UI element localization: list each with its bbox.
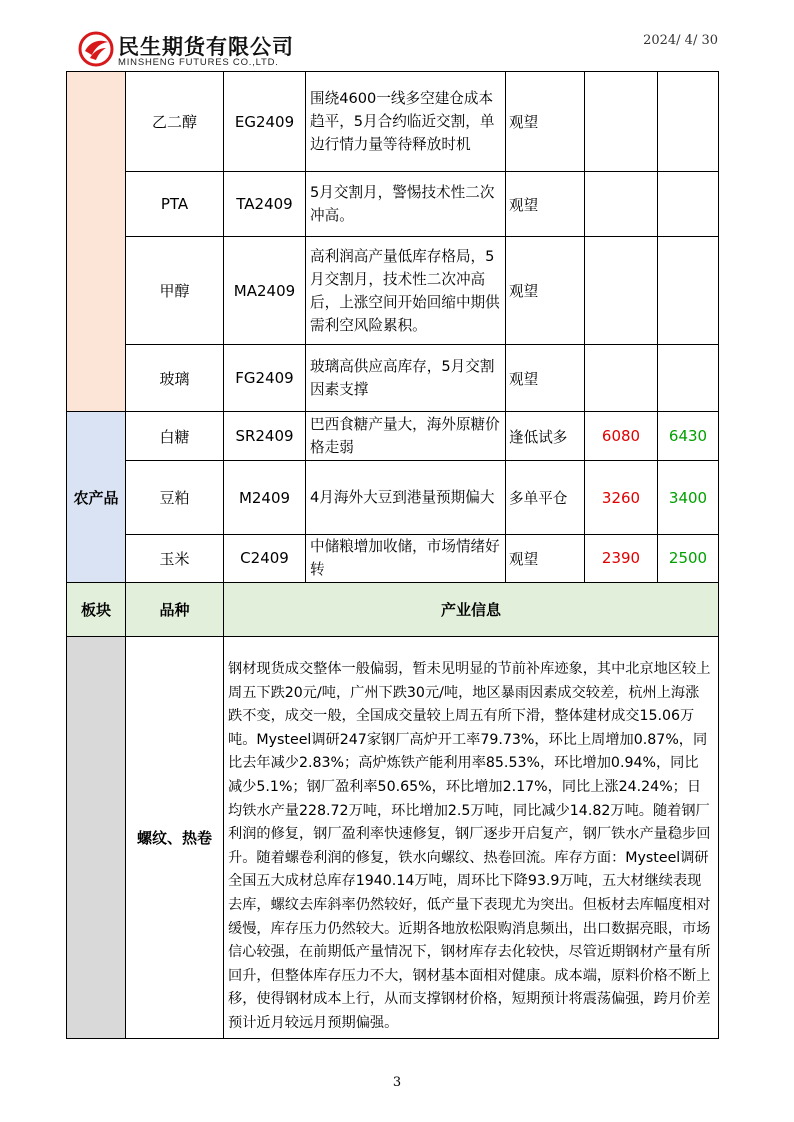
grid-line xyxy=(657,71,658,582)
price-cell-green: 3400 xyxy=(668,488,708,507)
price-cell-green: 6430 xyxy=(668,427,708,445)
price-cell-red: 3260 xyxy=(601,488,641,507)
energy-sector-cell xyxy=(67,72,125,412)
agri-sector-cell xyxy=(67,412,125,582)
grid-line xyxy=(66,411,719,412)
grid-line xyxy=(125,236,719,237)
logic-cell: 高利润高产量低库存格局，5月交割月，技术性二次冲高后，上涨空间开始回缩中期供需利空风险累积。 xyxy=(310,247,500,334)
grid-line xyxy=(125,71,126,1039)
variety-cell: 甲醇 xyxy=(159,282,190,300)
grid-line xyxy=(718,71,719,1039)
contract-cell: SR2409 xyxy=(235,427,294,445)
price-cell-red: 6080 xyxy=(601,427,641,445)
grid-line xyxy=(66,1038,719,1039)
header-variety: 品种 xyxy=(126,583,223,636)
grid-line xyxy=(125,460,719,461)
company-logo xyxy=(78,29,318,71)
contract-cell: MA2409 xyxy=(233,281,296,300)
price-cell-red: 2390 xyxy=(601,549,641,567)
agri-sector-label: 农产品 xyxy=(73,488,119,507)
variety-cell: 豆粕 xyxy=(159,489,190,507)
steel-variety-label: 螺纹、热卷 xyxy=(136,829,212,847)
logic-cell: 巴西食糖产量大，海外原糖价格走弱 xyxy=(310,416,500,456)
grid-line xyxy=(66,636,719,637)
signal-cell: 逢低试多 xyxy=(509,428,568,446)
report-date: 2024/ 4/ 30 xyxy=(643,33,718,48)
logic-cell: 玻璃高供应高库存，5月交割因素支撑 xyxy=(310,358,495,398)
minsheng-logo-icon xyxy=(78,31,114,67)
grid-line xyxy=(305,71,306,582)
price-cell-green: 2500 xyxy=(668,549,708,567)
signal-cell: 多单平仓 xyxy=(509,490,568,507)
grid-line xyxy=(505,71,506,582)
company-name-en: MINSHENG FUTURES CO.,LTD. xyxy=(118,57,279,68)
grid-line xyxy=(223,71,224,1039)
contract-cell: TA2409 xyxy=(236,195,293,213)
contract-cell: M2409 xyxy=(238,488,291,507)
variety-cell: 乙二醇 xyxy=(151,113,197,131)
logic-cell: 围绕4600一线多空建仓成本趋平，5月合约临近交割，单边行情力量等待释放时机 xyxy=(310,90,495,153)
variety-cell: 白糖 xyxy=(159,427,190,446)
header-info: 产业信息 xyxy=(224,583,718,636)
contract-cell: EG2409 xyxy=(234,112,295,131)
variety-cell: 玉米 xyxy=(159,549,190,568)
grid-line xyxy=(66,71,719,72)
logic-cell: 4月海外大豆到港量预期偏大 xyxy=(310,489,495,506)
contract-cell: FG2409 xyxy=(235,369,294,387)
contract-cell: C2409 xyxy=(240,549,289,567)
steel-variety-cell xyxy=(126,637,223,1038)
signal-cell: 观望 xyxy=(509,283,539,300)
header-sector: 板块 xyxy=(67,583,125,636)
grid-line xyxy=(125,344,719,345)
signal-cell: 观望 xyxy=(509,370,539,388)
signal-cell: 观望 xyxy=(509,196,539,214)
signal-cell: 观望 xyxy=(509,550,539,568)
grid-line xyxy=(125,171,719,172)
industry-info-paragraph: 钢材现货成交整体一般偏弱，暂未见明显的节前补库迹象，其中北京地区较上周五下跌20元/吨，广州下跌30元/吨，地区暴雨因素成交较差，杭州上海涨跌不变，成交一般，全国成交量较上周五有所下滑，整体建材成交15.06万吨。Mysteel调研247家钢厂高炉开工率79.73%，环比上周增加0.87%，同比去年减少2.83%；高炉炼铁产能利用率85.53%，环比增加0.94%，同比减少5.1%；钢厂盈利率50.65%，环比增加2.17%，同比上涨24.24%；日均铁水产量228.72万吨，环比增加2.5万吨，同比减少14.82万吨。随着钢厂利润的修复，钢厂盈利率快速修复，钢厂逐步开启复产，钢厂铁水产量稳步回升。随着螺卷利润的修复，铁水向螺纹、热卷回流。库存方面：Mysteel调研全国五大成材总库存1940.14万吨，周环比下降93.9万吨，五大材继续表现去库，螺纹去库斜率仍然较好，低产量下表现尤为突出。但板材去库幅度相对缓慢，库存压力仍然较大。近期各地放松限购消息频出，出口数据亮眼，市场信心较强，在前期低产量情况下，钢材库存去化较快，尽管近期钢材产量有所回升，但整体库存压力不大，钢材基本面相对健康。成本端，原料价格不断上移，使得钢材成本上行，从而支撑钢材价格，短期预计将震荡偏强，跨月价差预计近月较远月预期偏强。 xyxy=(228,661,711,1031)
variety-cell: 玻璃 xyxy=(159,369,190,388)
logic-cell: 中储粮增加收储，市场情绪好转 xyxy=(310,538,500,578)
signal-cell: 观望 xyxy=(509,114,539,131)
grid-line xyxy=(66,71,67,1039)
page-number: 3 xyxy=(392,1075,402,1090)
grid-line xyxy=(584,71,585,582)
grid-line xyxy=(66,582,719,583)
company-name-cn: 民生期货有限公司 xyxy=(118,35,294,59)
logic-cell: 5月交割月，警惕技术性二次冲高。 xyxy=(310,184,495,224)
steel-sector-cell xyxy=(67,637,125,1038)
variety-cell: PTA xyxy=(160,195,189,213)
grid-line xyxy=(125,534,719,535)
